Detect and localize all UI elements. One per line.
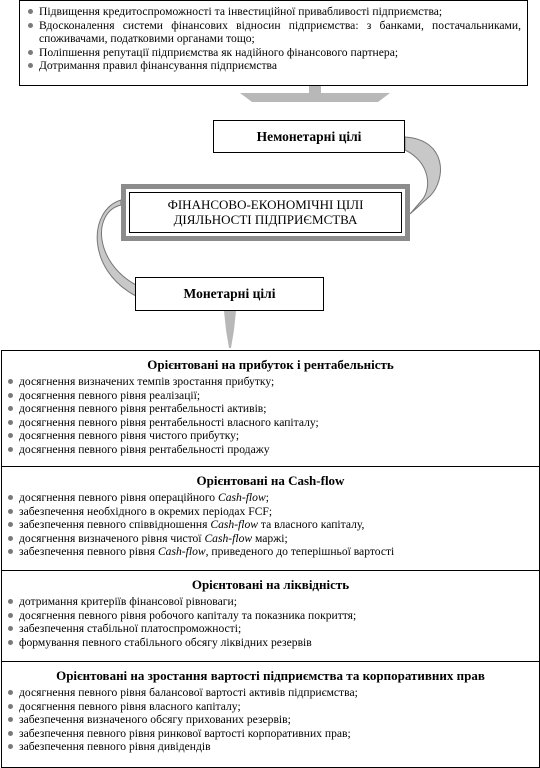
- goal-item: Вдосконалення системи фінансових відносин підприємства: з банками, постачальниками, споживачами, податковими органами тощо;: [26, 19, 521, 46]
- list-item: досягнення певного рівня рентабельності продажу: [6, 443, 535, 457]
- goal-item: Підвищення кредитоспроможності та інвестиційної привабливості підприємства;: [26, 5, 521, 19]
- non-monetary-goals-label: [213, 120, 405, 153]
- list-item: забезпечення стабільної платоспроможності;: [6, 622, 535, 636]
- list-item: досягнення певного рівня рентабельності активів;: [6, 402, 535, 416]
- section-bullets: [6, 595, 535, 649]
- central-goal-box: [121, 184, 410, 241]
- section-title: Орієнтовані на прибуток і рентабельність: [147, 357, 394, 372]
- list-item: дотримання критеріїв фінансової рівноваги;: [6, 595, 535, 609]
- top-goals-bullets: [26, 5, 521, 73]
- monetary-goals-sections: [1, 350, 540, 768]
- lower-connector-arrow: [224, 311, 236, 348]
- upper-connector-stem: [309, 86, 321, 94]
- right-curved-arrow: [405, 137, 440, 214]
- list-item: досягнення певного рівня операційного Cash-flow;: [6, 491, 535, 505]
- central-goal-inner: [129, 192, 402, 233]
- list-item: досягнення певного рівня власного капіталу;: [6, 700, 535, 714]
- list-item: досягнення визначеного рівня чистої Cash-flow маржі;: [6, 532, 535, 546]
- list-item: досягнення певного рівня балансової вартості активів підприємства;: [6, 686, 535, 700]
- section-cash-flow: [2, 466, 539, 570]
- list-item: досягнення певного рівня рентабельності власного капіталу;: [6, 416, 535, 430]
- non-monetary-goals-list: [19, 0, 528, 86]
- monetary-label-text: Монетарні цілі: [183, 286, 276, 301]
- section-bullets: [6, 375, 535, 456]
- list-item: досягнення певного рівня робочого капіталу та показника покриття;: [6, 609, 535, 623]
- section-title: Орієнтовані на Cash-flow: [196, 473, 345, 488]
- goal-item: Дотримання правил фінансування підприємства: [26, 59, 521, 73]
- central-title-line2: ДІЯЛЬНОСТІ ПІДПРИЄМСТВА: [173, 211, 358, 227]
- section-value-growth: [2, 661, 539, 767]
- monetary-goals-label: [135, 277, 324, 311]
- central-title-line1: ФІНАНСОВО-ЕКОНОМІЧНІ ЦІЛІ: [167, 197, 364, 212]
- section-bullets: [6, 686, 535, 754]
- section-title: Орієнтовані на ліквідність: [191, 577, 350, 592]
- section-bullets: [6, 491, 535, 559]
- list-item: забезпечення визначеного обсягу прихованих резервів;: [6, 713, 535, 727]
- upper-connector-plate: [240, 93, 390, 102]
- list-item: формування певного стабільного обсягу ліквідних резервів: [6, 636, 535, 650]
- list-item: досягнення певного рівня чистого прибутку;: [6, 429, 535, 443]
- list-item: забезпечення певного рівня ринкової вартості корпоративних прав;: [6, 727, 535, 741]
- section-profit: [2, 351, 539, 466]
- goal-item: Поліпшення репутації підприємства як надійного фінансового партнера;: [26, 46, 521, 60]
- section-liquidity: [2, 570, 539, 661]
- list-item: досягнення певного рівня реалізації;: [6, 389, 535, 403]
- non-monetary-label-text: Немонетарні цілі: [256, 128, 362, 144]
- list-item: забезпечення певного співвідношення Cash-flow та власного капіталу,: [6, 518, 535, 532]
- section-title: Орієнтовані на зростання вартості підприємства та корпоративних прав: [56, 668, 485, 683]
- list-item: забезпечення необхідного в окремих періодах FCF;: [6, 505, 535, 519]
- list-item: досягнення визначених темпів зростання прибутку;: [6, 375, 535, 389]
- list-item: забезпечення певного рівня дивідендів: [6, 740, 535, 754]
- list-item: забезпечення певного рівня Cash-flow, приведеного до теперішньої вартості: [6, 545, 535, 559]
